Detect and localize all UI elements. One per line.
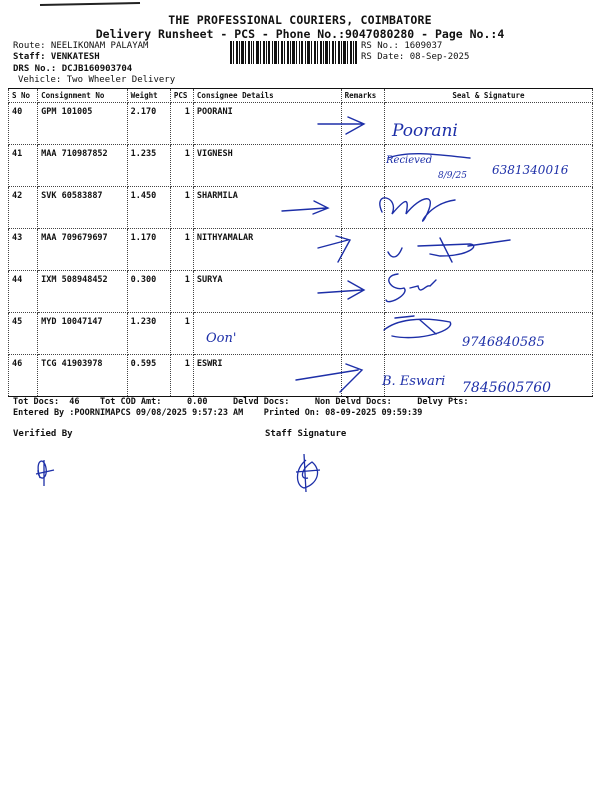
- handwritten-date: 8/9/25: [438, 171, 467, 181]
- cell-consignee: [193, 313, 341, 355]
- cell-pcs: 1: [170, 145, 193, 187]
- cell-consignee: NITHYAMALAR: [193, 229, 341, 271]
- cell-sno: 46: [9, 355, 38, 397]
- cell-weight: 1.230: [127, 313, 170, 355]
- cell-pcs: 1: [170, 355, 193, 397]
- cell-sno: 43: [9, 229, 38, 271]
- cell-weight: 1.235: [127, 145, 170, 187]
- handwritten-phone: 9746840585: [462, 335, 545, 350]
- scan-mark: [40, 3, 140, 5]
- cell-pcs: 1: [170, 271, 193, 313]
- cell-remarks: [341, 355, 384, 397]
- vehicle-label: Vehicle: Two Wheeler Delivery: [18, 75, 176, 85]
- table-row: [9, 103, 593, 145]
- rs-date: RS Date: 08-Sep-2025: [361, 52, 470, 62]
- cell-consignment: TCG 41903978: [38, 355, 127, 397]
- staff-label: Staff: VENKATESH: [13, 52, 100, 62]
- cell-consignment: MAA 709679697: [38, 229, 127, 271]
- col-weight: Weight: [127, 89, 170, 103]
- cell-remarks: [341, 271, 384, 313]
- cell-consignee: SURYA: [193, 271, 341, 313]
- cell-remarks: [341, 145, 384, 187]
- cell-remarks: [341, 187, 384, 229]
- verified-by-label: Verified By: [13, 429, 73, 439]
- cell-seal: [384, 145, 592, 187]
- cell-remarks: [341, 229, 384, 271]
- handwritten-phone: 7845605760: [462, 380, 552, 396]
- totals-line: Tot Docs: 46 Tot COD Amt: 0.00 Delvd Docs: Non Delvd Docs: Delvy Pts:: [13, 397, 469, 407]
- handwritten-note: Recieved: [386, 155, 433, 166]
- cell-remarks: [341, 313, 384, 355]
- table-header: [9, 89, 593, 103]
- entered-by-line: Entered By :POORNIMAPCS 09/08/2025 9:57:23 AM Printed On: 08-09-2025 09:59:39: [13, 408, 423, 418]
- table-row: [9, 229, 593, 271]
- cell-seal: [384, 229, 592, 271]
- cell-sno: 45: [9, 313, 38, 355]
- cell-consignee: SHARMILA: [193, 187, 341, 229]
- cell-weight: 0.595: [127, 355, 170, 397]
- cell-sno: 40: [9, 103, 38, 145]
- handwritten-note: Oon': [206, 331, 237, 346]
- cell-sno: 44: [9, 271, 38, 313]
- col-consignment: Consignment No: [38, 89, 127, 103]
- col-pcs: PCS: [170, 89, 193, 103]
- cell-consignment: GPM 101005: [38, 103, 127, 145]
- table-row: [9, 145, 593, 187]
- cell-sno: 41: [9, 145, 38, 187]
- col-sno: S No: [9, 89, 38, 103]
- handwritten-name: Poorani: [392, 121, 458, 141]
- staff-signature: [296, 454, 320, 492]
- cell-pcs: 1: [170, 103, 193, 145]
- cell-consignee: VIGNESH: [193, 145, 341, 187]
- drs-label: DRS No.: DCJB160903704: [13, 64, 133, 74]
- cell-consignee: POORANI: [193, 103, 341, 145]
- cell-consignment: MAA 710987852: [38, 145, 127, 187]
- handwritten-name: B. Eswari: [382, 374, 446, 389]
- cell-pcs: 1: [170, 229, 193, 271]
- cell-pcs: 1: [170, 313, 193, 355]
- cell-weight: 1.170: [127, 229, 170, 271]
- table-row: [9, 187, 593, 229]
- cell-seal: [384, 187, 592, 229]
- verified-signature: [36, 460, 54, 486]
- staff-signature-label: Staff Signature: [265, 429, 347, 439]
- route-label: Route: NEELIKONAM PALAYAM: [13, 41, 149, 51]
- cell-remarks: [341, 103, 384, 145]
- cell-seal: [384, 313, 592, 355]
- cell-consignment: IXM 508948452: [38, 271, 127, 313]
- cell-weight: 2.170: [127, 103, 170, 145]
- cell-consignment: MYD 10047147: [38, 313, 127, 355]
- cell-pcs: 1: [170, 187, 193, 229]
- rs-number: RS No.: 1609037: [361, 41, 443, 51]
- col-seal: Seal & Signature: [384, 89, 592, 103]
- handwritten-phone: 6381340016: [492, 163, 569, 177]
- cell-sno: 42: [9, 187, 38, 229]
- cell-consignment: SVK 60583887: [38, 187, 127, 229]
- cell-seal: [384, 103, 592, 145]
- runsheet-table: [8, 88, 593, 397]
- cell-seal: [384, 271, 592, 313]
- col-consignee: Consignee Details: [193, 89, 341, 103]
- table-row: [9, 313, 593, 355]
- cell-consignee: ESWRI: [193, 355, 341, 397]
- barcode: [230, 41, 357, 64]
- table-row: [9, 355, 593, 397]
- cell-seal: [384, 355, 592, 397]
- col-remarks: Remarks: [341, 89, 384, 103]
- company-title: THE PROFESSIONAL COURIERS, COIMBATORE: [168, 13, 432, 27]
- cell-weight: 1.450: [127, 187, 170, 229]
- runsheet-subtitle: Delivery Runsheet - PCS - Phone No.:9047080280 - Page No.:4: [95, 27, 505, 41]
- table-row: [9, 271, 593, 313]
- cell-weight: 0.300: [127, 271, 170, 313]
